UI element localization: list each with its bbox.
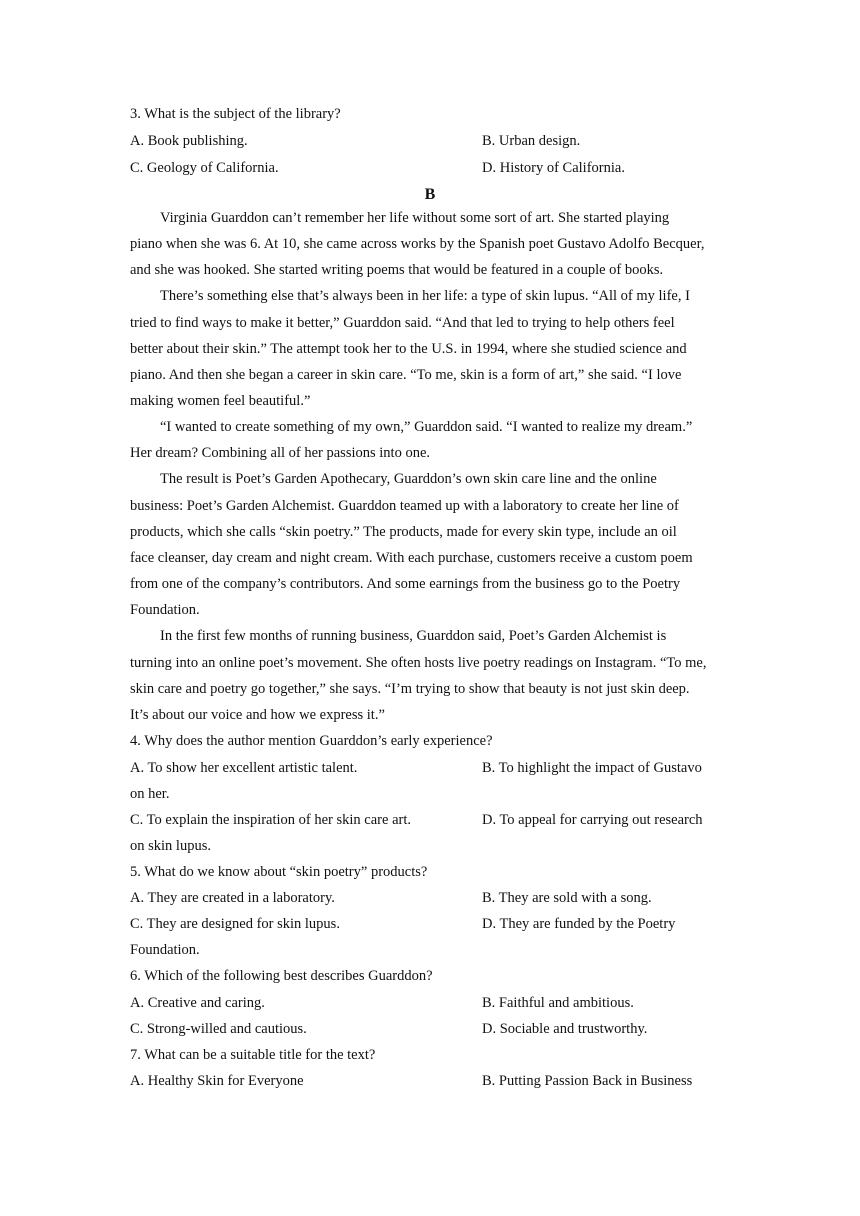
passage-line: Foundation.	[130, 602, 200, 618]
q3-option-d: D. History of California.	[482, 160, 625, 176]
passage-line: Her dream? Combining all of her passions into one.	[130, 445, 431, 461]
q5-option-a: A. They are created in a laboratory.	[130, 890, 335, 906]
q5-option-c: C. They are designed for skin lupus.	[130, 916, 340, 932]
passage-line: face cleanser, day cream and night cream. With each purchase, customers receive a custom poem	[130, 550, 693, 566]
passage-line: from one of the company’s contributors. And some earnings from the business go to the Poetry	[130, 576, 681, 592]
passage-line: The result is Poet’s Garden Apothecary, Guarddon’s own skin care line and the online	[160, 471, 657, 487]
q6-option-c: C. Strong-willed and cautious.	[130, 1021, 307, 1037]
q5-option-b: B. They are sold with a song.	[482, 890, 652, 906]
q6-option-a: A. Creative and caring.	[130, 995, 265, 1011]
passage-line: and she was hooked. She started writing poems that would be featured in a couple of books.	[130, 262, 664, 278]
question-6: 6. Which of the following best describes Guarddon?	[130, 968, 433, 984]
passage-line: “I wanted to create something of my own,” Guarddon said. “I wanted to realize my dream.”	[160, 419, 693, 435]
question-5: 5. What do we know about “skin poetry” products?	[130, 864, 428, 880]
passage-line: Virginia Guarddon can’t remember her life without some sort of art. She started playing	[160, 210, 670, 226]
passage-line: skin care and poetry go together,” she says. “I’m trying to show that beauty is not just skin deep.	[130, 681, 690, 697]
passage-line: There’s something else that’s always been in her life: a type of skin lupus. “All of my life, I	[160, 288, 690, 304]
question-7: 7. What can be a suitable title for the text?	[130, 1047, 376, 1063]
passage-line: products, which she calls “skin poetry.” The products, made for every skin type, include an oil	[130, 524, 677, 540]
q4-option-c: C. To explain the inspiration of her skin care art.	[130, 812, 411, 828]
q6-option-b: B. Faithful and ambitious.	[482, 995, 634, 1011]
passage-line: piano. And then she began a career in skin care. “To me, skin is a form of art,” she said. “I love	[130, 367, 682, 383]
passage-line: better about their skin.” The attempt took her to the U.S. in 1994, where she studied science and	[130, 341, 687, 357]
passage-line: turning into an online poet’s movement. She often hosts live poetry readings on Instagram. “To me,	[130, 655, 707, 671]
q6-option-d: D. Sociable and trustworthy.	[482, 1021, 648, 1037]
passage-line: piano when she was 6. At 10, she came across works by the Spanish poet Gustavo Adolfo Becquer,	[130, 236, 705, 252]
passage-line: tried to find ways to make it better,” Guarddon said. “And that led to trying to help others feel	[130, 315, 675, 331]
q3-option-b: B. Urban design.	[482, 133, 581, 149]
passage-line: It’s about our voice and how we express it.”	[130, 707, 385, 723]
passage-line: In the first few months of running business, Guarddon said, Poet’s Garden Alchemist is	[160, 628, 667, 644]
q5-option-d-continued: Foundation.	[130, 942, 200, 958]
q3-option-a: A. Book publishing.	[130, 133, 248, 149]
q4-option-b: B. To highlight the impact of Gustavo	[482, 760, 702, 776]
q4-option-d-continued: on skin lupus.	[130, 838, 211, 854]
passage-line: business: Poet’s Garden Alchemist. Guarddon teamed up with a laboratory to create her line of	[130, 498, 679, 514]
question-3: 3. What is the subject of the library?	[130, 106, 341, 122]
q4-option-d: D. To appeal for carrying out research	[482, 812, 703, 828]
q5-option-d: D. They are funded by the Poetry	[482, 916, 676, 932]
q4-option-a: A. To show her excellent artistic talent.	[130, 760, 358, 776]
section-heading: B	[424, 186, 436, 203]
q3-option-c: C. Geology of California.	[130, 160, 279, 176]
q7-option-a: A. Healthy Skin for Everyone	[130, 1073, 304, 1089]
question-4: 4. Why does the author mention Guarddon’s early experience?	[130, 733, 493, 749]
passage-line: making women feel beautiful.”	[130, 393, 311, 409]
q7-option-b: B. Putting Passion Back in Business	[482, 1073, 693, 1089]
q4-option-b-continued: on her.	[130, 786, 170, 802]
